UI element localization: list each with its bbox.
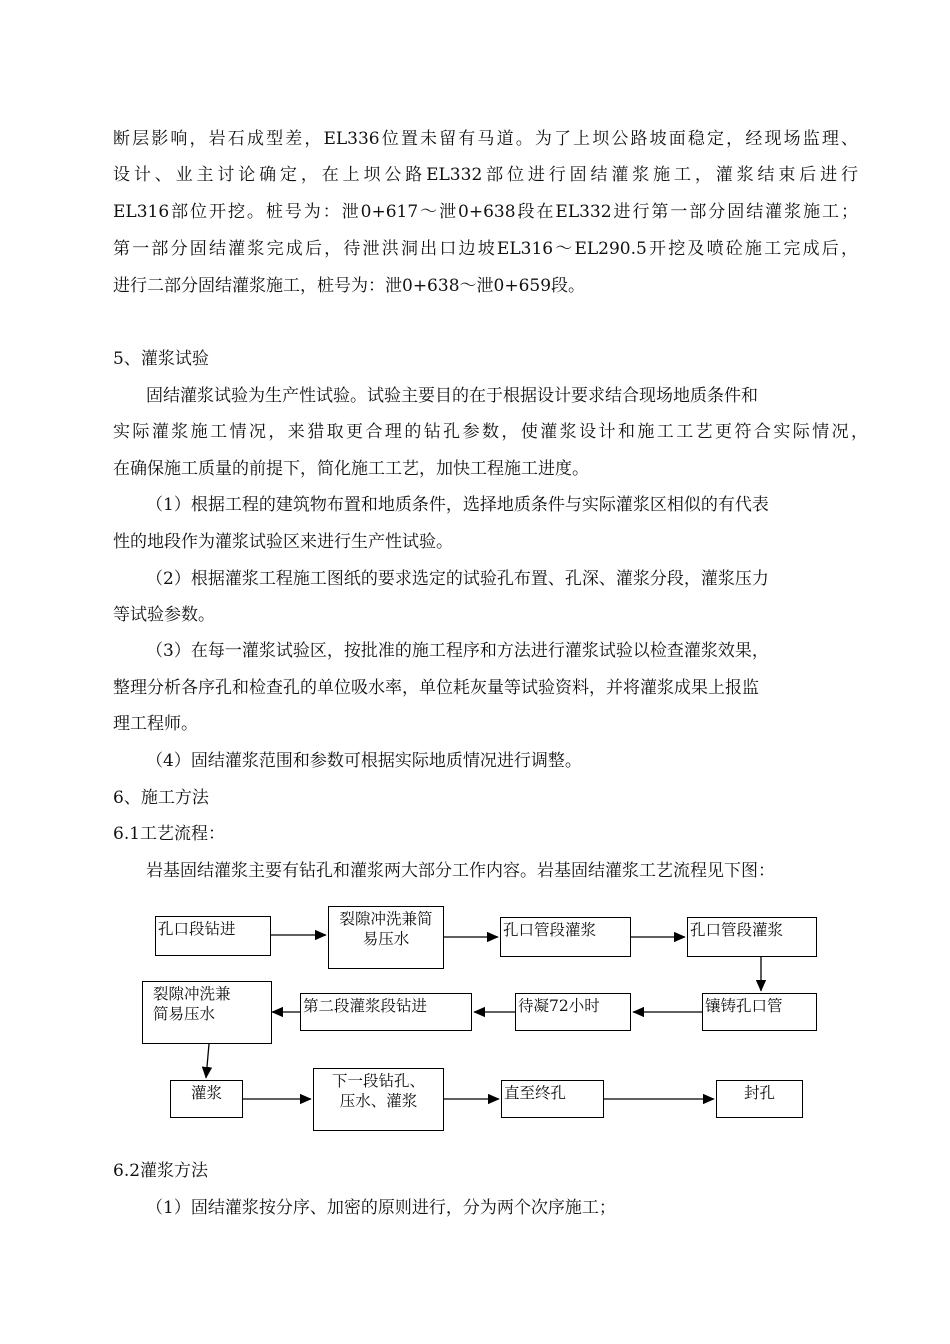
sec5-line-7: 等试验参数。 — [113, 605, 215, 625]
flow-step-label: 灌浆 — [191, 1084, 223, 1102]
flow-step-label: 下一段钻孔、 — [331, 1072, 425, 1090]
sec6-intro: 岩基固结灌浆主要有钻孔和灌浆两大部分工作内容。岩基固结灌浆工艺流程见下图： — [146, 861, 775, 881]
para-line-3: EL316部位开挖。桩号为：泄0+617～泄0+638段在EL332进行第一部分固结灌浆施工； — [113, 202, 858, 222]
flow-step-label: 易压水 — [362, 930, 410, 948]
para-line-1: 断层影响，岩石成型差，EL336位置未留有马道。为了上坝公路坡面稳定，经现场监理、 — [113, 129, 858, 149]
flow-step-final-hole — [501, 1080, 604, 1118]
sec5-line-11: （4）固结灌浆范围和参数可根据实际地质情况进行调整。 — [146, 751, 582, 771]
flow-step-next-stage — [313, 1068, 444, 1131]
section-6-2-heading: 6.2灌浆方法 — [113, 1161, 209, 1181]
flow-step-label: 简易压水 — [153, 1005, 216, 1023]
flow-step-label: 压水、灌浆 — [339, 1092, 418, 1110]
sec5-line-9: 整理分析各序孔和检查孔的单位吸水率，单位耗灰量等试验资料，并将灌浆成果上报监 — [113, 678, 759, 698]
flow-step-label: 镶铸孔口管 — [705, 997, 783, 1015]
flow-step-label: 封孔 — [743, 1084, 775, 1102]
flow-step-collar-grouting — [500, 917, 631, 957]
section-5-heading: 5、灌浆试验 — [113, 349, 209, 369]
flow-step-second-stage-drilling — [300, 993, 472, 1031]
sec5-line-3: 在确保施工质量的前提下，简化施工工艺，加快工程施工进度。 — [113, 459, 589, 479]
flow-step-grouting — [170, 1080, 243, 1118]
flow-step-borehole-collar — [155, 916, 271, 956]
sec5-line-8: （3）在每一灌浆试验区，按批准的施工程序和方法进行灌浆试验以检查灌浆效果， — [146, 641, 769, 661]
sec5-line-4: （1）根据工程的建筑物布置和地质条件，选择地质条件与实际灌浆区相似的有代表 — [146, 495, 769, 515]
flow-step-label: 孔口管段灌浆 — [503, 921, 597, 939]
sec5-line-1: 固结灌浆试验为生产性试验。试验主要目的在于根据设计要求结合现场地质条件和 — [146, 386, 758, 406]
flow-step-seal-hole — [716, 1080, 803, 1118]
flow-step-label: 孔口段钻进 — [158, 920, 236, 938]
para-line-4: 第一部分固结灌浆完成后，待泄洪洞出口边坡EL316～EL290.5开挖及喷砼施工完成后， — [113, 239, 858, 259]
flow-step-label: 第二段灌浆段钻进 — [303, 997, 428, 1015]
flow-step-label: 直至终孔 — [504, 1084, 567, 1102]
para-line-5: 进行二部分固结灌浆施工，桩号为：泄0+638～泄0+659段。 — [113, 276, 586, 296]
para-line-2: 设计、业主讨论确定，在上坝公路EL332部位进行固结灌浆施工，灌浆结束后进行 — [113, 165, 858, 185]
sec5-line-10: 理工程师。 — [113, 714, 198, 734]
flow-step-label: 待凝72小时 — [518, 997, 600, 1015]
flow-step-embed-pipe — [702, 993, 817, 1031]
sec6-2-line-1: （1）固结灌浆按分序、加密的原则进行，分为两个次序施工； — [146, 1198, 616, 1218]
sec5-line-2: 实际灌浆施工情况，来猎取更合理的钻孔参数，使灌浆设计和施工工艺更符合实际情况， — [113, 422, 868, 442]
flow-step-flush-pressure — [328, 906, 444, 969]
sec5-line-6: （2）根据灌浆工程施工图纸的要求选定的试验孔布置、孔深、灌浆分段，灌浆压力 — [146, 569, 769, 589]
flow-step-label: 裂隙冲洗兼简 — [339, 910, 433, 928]
arrow-8-9 — [206, 1044, 209, 1078]
section-6-heading: 6、施工方法 — [113, 788, 209, 808]
flow-step-label: 孔口管段灌浆 — [690, 921, 784, 939]
section-6-1-heading: 6.1工艺流程： — [113, 824, 226, 844]
flow-step-collar-grouting-2 — [687, 917, 817, 957]
sec5-line-5: 性的地段作为灌浆试验区来进行生产性试验。 — [113, 532, 453, 552]
flow-step-wait-72h — [515, 993, 631, 1031]
flow-step-flush-pressure-2 — [142, 981, 272, 1044]
flow-step-label: 裂隙冲洗兼 — [153, 985, 231, 1003]
